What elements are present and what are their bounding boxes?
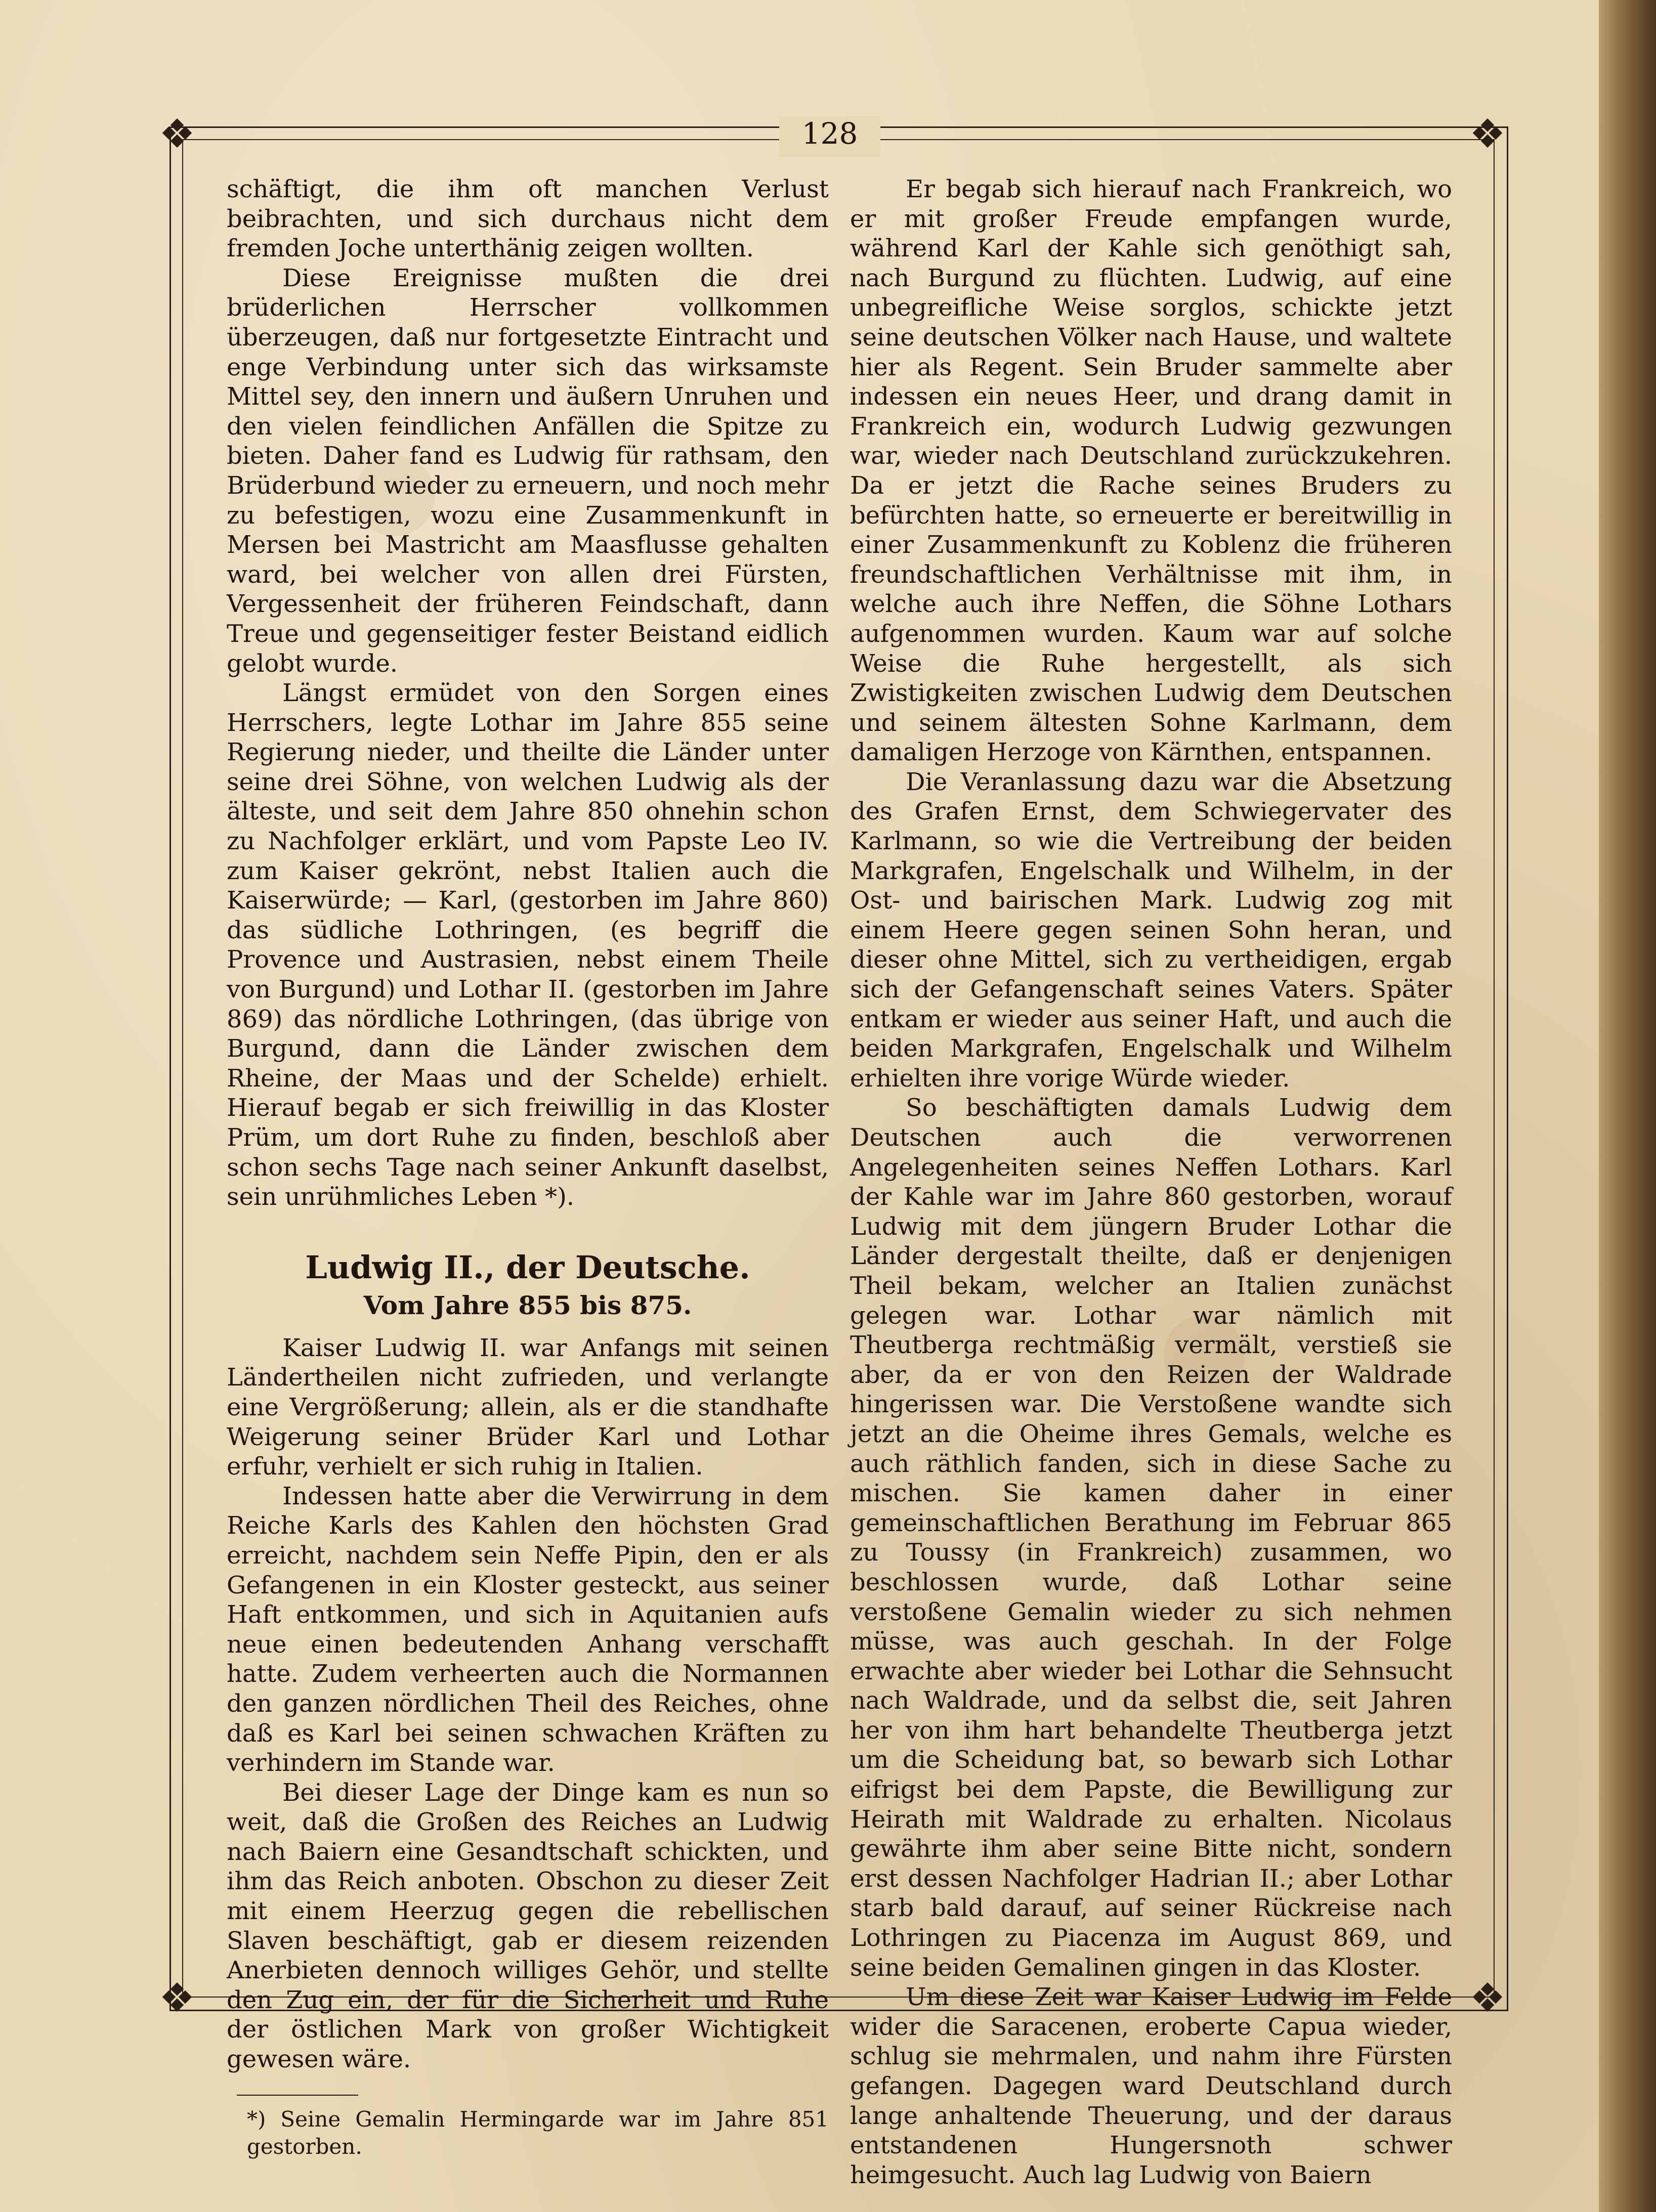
right-column — [850, 175, 1452, 2190]
paragraph: Diese Ereignisse mußten die drei brüderlichen Herrscher vollkommen überzeugen, daß nur fortgesetzte Eintracht und enge Verbindung unter sich das wirksamste Mittel sey, den innern und äußern Unruhen und den vielen feindlichen Anfällen die Spitze zu bieten. Daher fand es Ludwig für rathsam, den Brüderbund wieder zu erneuern, und noch mehr zu befestigen, wozu eine Zusammenkunft in Mersen bei Mastricht am Maasflusse gehalten ward, bei welcher von allen drei Fürsten, Vergessenheit der früheren Feindschaft, dann Treue und gegenseitiger fester Beistand eidlich gelobt wurde. — [227, 264, 829, 678]
corner-ornament-icon: ❖ — [159, 1974, 195, 2021]
corner-ornament-icon: ❖ — [159, 110, 195, 157]
paragraph: Er begab sich hierauf nach Frankreich, wo er mit großer Freude empfangen wurde, während Karl der Kahle sich genöthigt sah, nach Burgund zu flüchten. Ludwig, auf eine unbegreifliche Weise sorglos, schickte jetzt seine deutschen Völker nach Hause, und waltete hier als Regent. Sein Bruder sammelte aber indessen ein neues Heer, und drang damit in Frankreich ein, wodurch Ludwig gezwungen war, wieder nach Deutschland zurückzukehren. Da er jetzt die Rache seines Bruders zu befürchten hatte, so erneuerte er bereitwillig in einer Zusammenkunft zu Koblenz die früheren freundschaftlichen Verhältnisse mit ihm, in welche auch ihre Neffen, die Söhne Lothars aufgenommen wurden. Kaum war auf solche Weise die Ruhe hergestellt, als sich Zwistigkeiten zwischen Ludwig dem Deutschen und seinem ältesten Sohne Karlmann, dem damaligen Herzoge von Kärnthen, entspannen. — [850, 175, 1452, 767]
page-number: 128 — [779, 116, 880, 157]
section-subheading: Vom Jahre 855 bis 875. — [363, 1290, 692, 1320]
paragraph: Kaiser Ludwig II. war Anfangs mit seinen Ländertheilen nicht zufrieden, und verlangte eine Vergrößerung; allein, als er die standhafte Weigerung seiner Brüder Karl und Lothar erfuhr, verhielt er sich ruhig in Italien. — [227, 1333, 829, 1481]
paragraph: Bei dieser Lage der Dinge kam es nun so weit, daß die Großen des Reiches an Ludwig nach Baiern eine Gesandtschaft schickten, und ihm das Reich anboten. Obschon zu dieser Zeit mit einem Heerzug gegen die rebellischen Slaven beschäftigt, gab er diesem reizenden Anerbieten dennoch williges Gehör, und stellte den Zug ein, der für die Sicherheit und Ruhe der östlichen Mark von großer Wichtigkeit gewesen wäre. — [227, 1778, 829, 2074]
left-column — [227, 175, 829, 2160]
book-gutter — [1599, 0, 1656, 2212]
paragraph: Längst ermüdet von den Sorgen eines Herrschers, legte Lothar im Jahre 855 seine Regierung nieder, und theilte die Länder unter seine drei Söhne, von welchen Ludwig als der älteste, und seit dem Jahre 850 ohnehin schon zu Nachfolger erklärt, und vom Papste Leo IV. zum Kaiser gekrönt, nebst Italien auch die Kaiserwürde; — Karl, (gestorben im Jahre 860) das südliche Lothringen, (es begriff die Provence und Austrasien, nebst einem Theile von Burgund) und Lothar II. (gestorben im Jahre 869) das nördliche Lothringen, (das übrige von Burgund, dann die Länder zwischen dem Rheine, der Maas und der Schelde) erhielt. Hierauf begab er sich freiwillig in das Kloster Prüm, um dort Ruhe zu finden, beschloß aber schon sechs Tage nach seiner Ankunft daselbst, sein unrühmliches Leben *). — [227, 679, 829, 1211]
paragraph: Indessen hatte aber die Verwirrung in dem Reiche Karls des Kahlen den höchsten Grad erreicht, nachdem sein Neffe Pipin, den er als Gefangenen in ein Kloster gesteckt, aus seiner Haft entkommen, und sich in Aquitanien aufs neue einen bedeutenden Anhang verschafft hatte. Zudem verheerten auch die Normannen den ganzen nördlichen Theil des Reiches, ohne daß es Karl bei seinen schwachen Kräften zu verhindern im Stande war. — [227, 1482, 829, 1777]
section-heading: Ludwig II., der Deutsche. — [305, 1248, 750, 1286]
paragraph: So beschäftigten damals Ludwig dem Deutschen auch die verworrenen Angelegenheiten seines Neffen Lothars. Karl der Kahle war im Jahre 860 gestorben, worauf Ludwig mit dem jüngern Bruder Lothar die Länder dergestalt theilte, daß er denjenigen Theil bekam, welcher an Italien zunächst gelegen war. Lothar war nämlich mit Theutberga rechtmäßig vermält, verstieß sie aber, da er von den Reizen der Waldrade hingerissen war. Die Verstoßene wandte sich jetzt an die Oheime ihres Gemals, welche es auch räthlich fanden, sich in diese Sache zu mischen. Sie kamen daher in einer gemeinschaftlichen Berathung im Februar 865 zu Toussy (in Frankreich) zusammen, wo beschlossen wurde, daß Lothar seine verstoßene Gemalin wieder zu sich nehmen müsse, was auch geschah. In der Folge erwachte aber wieder bei Lothar die Sehnsucht nach Waldrade, und da selbst die, seit Jahren her von ihm hart behandelte Theutberga jetzt um die Scheidung bat, so bewarb sich Lothar eifrigst bei dem Papste, die Bewilligung zur Heirath mit Waldrade zu erhalten. Nicolaus gewährte ihm aber seine Bitte nicht, sondern erst dessen Nachfolger Hadrian II.; aber Lothar starb bald darauf, auf seiner Rückreise nach Lothringen zu Piacenza im August 869, und seine beiden Gemalinen gingen in das Kloster. — [850, 1094, 1452, 1982]
paragraph: Um diese Zeit war Kaiser Ludwig im Felde wider die Saracenen, eroberte Capua wieder, schlug sie mehrmalen, und nahm ihre Fürsten gefangen. Dagegen ward Deutschland durch lange anhaltende Theuerung, und der daraus entstandenen Hungersnoth schwer heimgesucht. Auch lag Ludwig von Baiern — [850, 1983, 1452, 2189]
paragraph: Die Veranlassung dazu war die Absetzung des Grafen Ernst, dem Schwiegervater des Karlmann, so wie die Vertreibung der beiden Markgrafen, Engelschalk und Wilhelm, in der Ost- und bairischen Mark. Ludwig zog mit einem Heere gegen seinen Sohn heran, und dieser ohne Mittel, sich zu vertheidigen, ergab sich der Gefangenschaft seines Vaters. Später entkam er wieder aus seiner Haft, und auch die beiden Markgrafen, Engelschalk und Wilhelm erhielten ihre vorige Würde wieder. — [850, 767, 1452, 1093]
corner-ornament-icon: ❖ — [1469, 110, 1506, 157]
paragraph: schäftigt, die ihm oft manchen Verlust beibrachten, und sich durchaus nicht dem fremden Joche unterthänig zeigen wollten. — [227, 175, 829, 263]
footnote: *) Seine Gemalin Hermingarde war im Jahre 851 gestorben. — [247, 2106, 829, 2159]
corner-ornament-icon: ❖ — [1469, 1974, 1506, 2021]
footnote-rule — [237, 2095, 358, 2096]
